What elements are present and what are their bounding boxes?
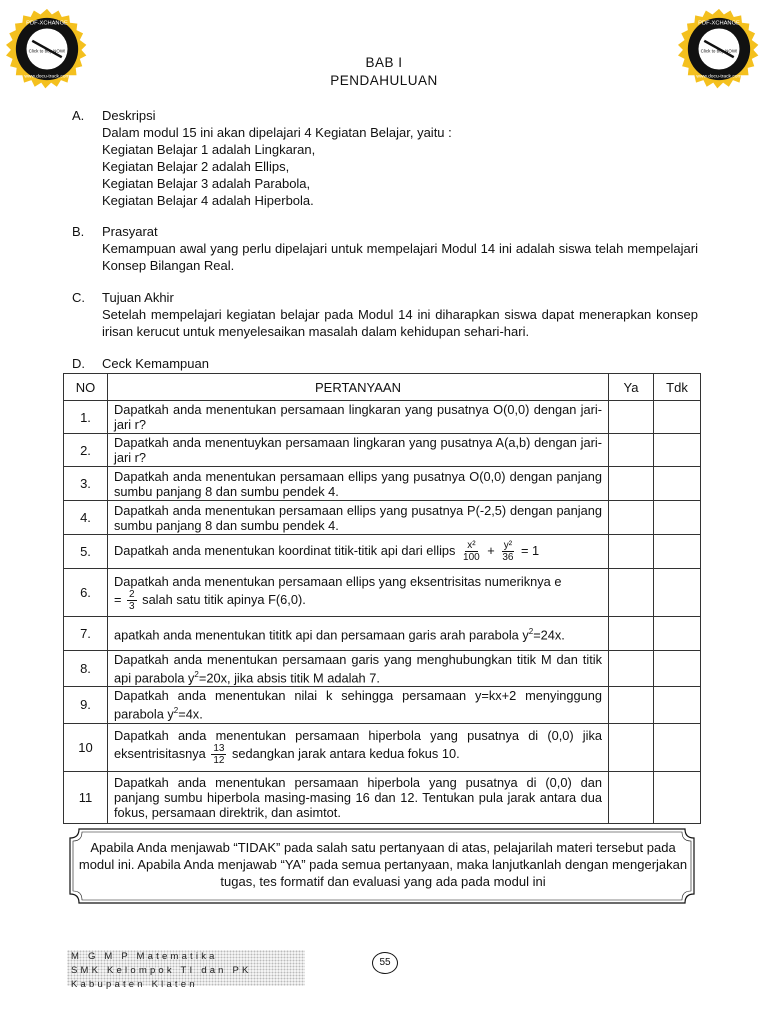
answer-cell-ya[interactable] (609, 401, 654, 434)
section-label: B. (72, 224, 85, 239)
fraction-y-squared-over-36 (500, 540, 515, 563)
ability-check-table (63, 373, 701, 824)
table-row (64, 687, 701, 723)
row-number: 9. (64, 687, 108, 723)
section-label: A. (72, 108, 85, 123)
section-heading: Deskripsi (102, 108, 156, 123)
superscript: 2 (528, 627, 534, 637)
badge-text-top: PDF-XCHANGE (26, 20, 68, 27)
badge-text-bottom: www.docu-track.com (696, 74, 742, 80)
table-row (64, 467, 701, 501)
fraction-x-squared-over-100 (461, 540, 482, 563)
row-number: 1. (64, 401, 108, 434)
table-row (64, 401, 701, 434)
question-text-part: Dapatkah anda menentukan nilai k sehingga persamaan y=kx+2 menyinggung parabola y (114, 688, 602, 722)
footer-publisher (67, 950, 305, 990)
table-row (64, 723, 701, 771)
fraction-denominator: 3 (129, 600, 135, 612)
answer-cell-tdk[interactable] (654, 569, 701, 617)
fraction-denominator: 100 (463, 552, 480, 563)
section-heading: Ceck Kemampuan (102, 356, 209, 371)
column-header-no-answer: Tdk (654, 374, 701, 401)
equals-one: = 1 (521, 542, 540, 558)
section-heading: Prasyarat (102, 224, 158, 239)
row-number: 11 (64, 771, 108, 823)
table-header-row (64, 374, 701, 401)
badge-text-bottom: www.docu-track.com (24, 74, 70, 80)
instruction-note: Apabila Anda menjawab “TIDAK” pada salah satu pertanyaan di atas, pelajarilah materi tersebut pada modul ini. Apabila Anda menjawab “YA” pada semua pertanyaan, maka lanjutkanlah dengan mengerjakan tugas, tes formatif dan evaluasi yang ada pada modul ini (78, 840, 688, 889)
answer-cell-tdk[interactable] (654, 651, 701, 687)
section-prasyarat (72, 223, 698, 274)
answer-cell-tdk[interactable] (654, 687, 701, 723)
row-number: 8. (64, 651, 108, 687)
footer-line-1: M G M P Matematika (71, 951, 218, 962)
section-label: D. (72, 356, 85, 371)
chapter-title: PENDAHULUAN (330, 73, 438, 88)
question-text-part: Dapatkah anda menentukan persamaan ellips yang eksentrisitas numeriknya e (114, 573, 562, 589)
answer-cell-ya[interactable] (609, 687, 654, 723)
question-text-part: Dapatkah anda menentukan persamaan garis yang menghubungkan titik M dan titik api parabola y (114, 652, 602, 686)
answer-cell-tdk[interactable] (654, 771, 701, 823)
badge-text-mid: Click to buy NOW! (700, 48, 738, 54)
section-deskripsi (72, 107, 698, 209)
answer-cell-ya[interactable] (609, 723, 654, 771)
question-text-part: =4x. (178, 706, 203, 722)
column-header-yes: Ya (609, 374, 654, 401)
answer-cell-tdk[interactable] (654, 467, 701, 501)
footer-line-2: SMK Kelompok TI dan PK Kabupaten Klaten (71, 965, 252, 990)
section-paragraph: Setelah mempelajari kegiatan belajar pada Modul 14 ini diharapkan siswa dapat menerapkan konsep irisan kerucut untuk menyelesaikan masalah dalam kehidupan sehari-hari. (102, 307, 698, 339)
question-text-part: salah satu titik apinya F(6,0). (142, 591, 306, 607)
question-text (108, 651, 609, 687)
question-text (108, 535, 609, 569)
plus-sign: + (487, 542, 495, 558)
fraction-denominator: 36 (502, 552, 514, 563)
answer-cell-ya[interactable] (609, 651, 654, 687)
question-text (108, 617, 609, 651)
answer-cell-tdk[interactable] (654, 535, 701, 569)
section-heading: Tujuan Akhir (102, 290, 174, 305)
answer-cell-ya[interactable] (609, 467, 654, 501)
question-text-part: sedangkan jarak antara kedua fokus 10. (232, 745, 460, 761)
section-label: C. (72, 290, 85, 305)
answer-cell-tdk[interactable] (654, 501, 701, 535)
question-text-part: apatkah anda menentukan tititk api dan persamaan garis arah parabola y (114, 627, 529, 643)
chapter-number: BAB I (365, 55, 403, 70)
fraction-numerator: x² (467, 540, 476, 551)
table-row (64, 535, 701, 569)
section-ceck-kemampuan (72, 355, 698, 372)
fraction-numerator: y² (503, 540, 513, 551)
answer-cell-tdk[interactable] (654, 723, 701, 771)
column-header-question: PERTANYAAN (108, 374, 609, 401)
answer-cell-ya[interactable] (609, 501, 654, 535)
answer-cell-tdk[interactable] (654, 401, 701, 434)
answer-cell-ya[interactable] (609, 434, 654, 467)
answer-cell-ya[interactable] (609, 771, 654, 823)
question-text-part: Dapatkah anda menentukan koordinat titik-titik api dari ellips (114, 542, 456, 558)
fraction-two-thirds (127, 589, 137, 612)
table-row (64, 771, 701, 823)
question-text-part: =20x, jika absis titik M adalah 7. (198, 670, 380, 686)
section-tujuan-akhir (72, 289, 698, 340)
fraction-thirteen-twelfths (211, 743, 226, 766)
answer-cell-ya[interactable] (609, 569, 654, 617)
section-paragraph: Kemampuan awal yang perlu dipelajari untuk mempelajari Modul 14 ini adalah siswa telah mempelajari Konsep Bilangan Real. (102, 241, 698, 273)
question-text: Dapatkah anda menentukan persamaan ellips yang pusatnya O(0,0) dengan panjang sumbu panjang 8 dan sumbu pendek 4. (108, 467, 609, 501)
answer-cell-ya[interactable] (609, 535, 654, 569)
badge-text-top: PDF-XCHANGE (698, 20, 740, 27)
row-number: 4. (64, 501, 108, 535)
question-text: Dapatkah anda menentukan persamaan hiperbola yang pusatnya di (0,0) dan panjang sumbu hiperbola masing-masing 16 dan 12. Tentukan pula jarak antara dua fokus, persamaan direktrik, dan asimtot. (108, 771, 609, 823)
question-text (108, 723, 609, 771)
row-number: 6. (64, 569, 108, 617)
badge-text-mid: Click to buy NOW! (28, 48, 66, 54)
answer-cell-tdk[interactable] (654, 617, 701, 651)
question-text: Dapatkah anda menentuykan persamaan lingkaran yang pusatnya A(a,b) dengan jari-jari r? (108, 434, 609, 467)
description-line: Kegiatan Belajar 1 adalah Lingkaran, (102, 142, 316, 157)
row-number: 2. (64, 434, 108, 467)
table-row (64, 617, 701, 651)
question-text-part: =24x. (533, 627, 565, 643)
answer-cell-ya[interactable] (609, 617, 654, 651)
question-text: Dapatkah anda menentukan persamaan lingkaran yang pusatnya O(0,0) dengan jari-jari r? (108, 401, 609, 434)
question-text (108, 687, 609, 723)
page-number: 55 (372, 952, 398, 974)
table-row (64, 651, 701, 687)
question-text-part: Dapatkah anda menentukan persamaan hiperbola yang pusatnya di (0,0) jika eksentrisitasnya (114, 728, 602, 761)
question-text: Dapatkah anda menentukan persamaan ellips yang pusatnya P(-2,5) dengan panjang sumbu panjang 8 dan sumbu pendek 4. (108, 501, 609, 535)
column-header-no: NO (64, 374, 108, 401)
row-number: 5. (64, 535, 108, 569)
table-row (64, 501, 701, 535)
superscript: 2 (173, 706, 179, 716)
description-line: Kegiatan Belajar 2 adalah Ellips, (102, 159, 290, 174)
description-line: Dalam modul 15 ini akan dipelajari 4 Kegiatan Belajar, yaitu : (102, 125, 452, 140)
row-number: 7. (64, 617, 108, 651)
row-number: 10 (64, 723, 108, 771)
superscript: 2 (194, 670, 199, 679)
question-text (108, 569, 609, 617)
equals-sign: = (114, 591, 122, 607)
fraction-denominator: 12 (213, 755, 225, 767)
answer-cell-tdk[interactable] (654, 434, 701, 467)
fraction-numerator: 13 (213, 743, 225, 755)
row-number: 3. (64, 467, 108, 501)
description-line: Kegiatan Belajar 3 adalah Parabola, (102, 176, 311, 191)
table-row (64, 434, 701, 467)
description-line: Kegiatan Belajar 4 adalah Hiperbola. (102, 193, 314, 208)
table-row (64, 569, 701, 617)
fraction-numerator: 2 (129, 588, 135, 600)
